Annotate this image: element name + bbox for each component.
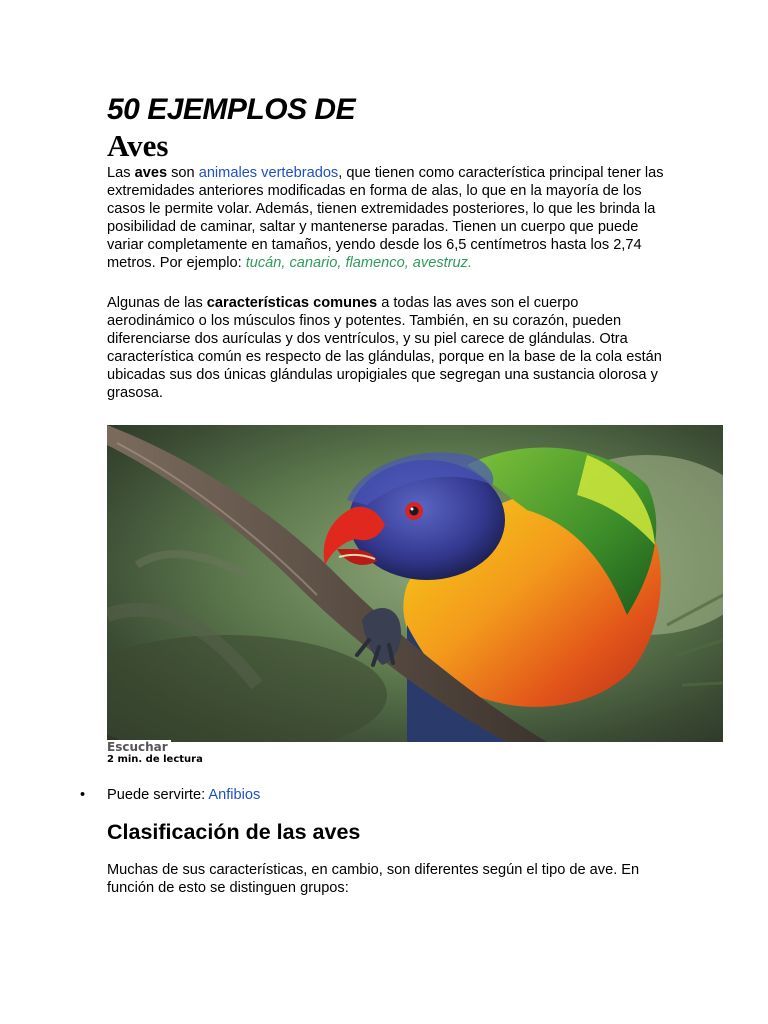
intro-text-1: Las [107,165,135,181]
char-text-1: Algunas de las [107,295,207,311]
intro-bold-aves: aves [134,165,168,181]
section-heading: Clasificación de las aves [107,820,361,844]
listen-button[interactable]: Escuchar [107,740,171,754]
page-title-line2: Aves [107,128,169,163]
vertebrados-link[interactable]: animales vertebrados [198,165,339,181]
parrot-photo [107,425,723,742]
anfibios-link[interactable]: Anfibios [208,787,261,803]
intro-paragraph [107,164,667,272]
characteristics-paragraph [107,294,667,402]
reading-time: 2 min. de lectura [107,754,203,765]
char-text-2: a todas las aves son el cuerpo aerodinámico o los músculos finos y potentes. También, en su corazón, pueden diferenciarse dos aurículas y dos ventrículos, y su piel carece de glándulas. Otra característica común es respecto de las glándulas, porque en la base de la cola están ubicadas sus dos únicas glándulas uropigiales que segregan una sustancia olorosa y grasosa. [107,295,662,401]
related-prefix: Puede servirte: [107,787,209,803]
page-title-line1: 50 EJEMPLOS DE [107,93,356,126]
intro-text-2: son [167,165,199,181]
examples-text: tucán, canario, flamenco, avestruz. [245,255,473,271]
char-bold: características comunes [206,295,378,311]
intro-text-3: , que tienen como característica principal tener las extremidades anteriores modificadas en forma de alas, lo que en la mayoría de los casos le permite volar. Además, tienen extremidades posteriores, lo que les brinda la posibilidad de caminar, saltar y mantenerse paradas. Tienen un cuerpo que puede variar completamente en tamaños, yendo desde los 6,5 centímetros hasta los 2,74 metros. Por ejemplo: [107,165,664,271]
section-paragraph: Muchas de sus características, en cambio, son diferentes según el tipo de ave. En función de esto se distinguen grupos: [107,862,640,896]
bullet-icon: • [80,787,86,803]
related-list-item [80,786,260,804]
